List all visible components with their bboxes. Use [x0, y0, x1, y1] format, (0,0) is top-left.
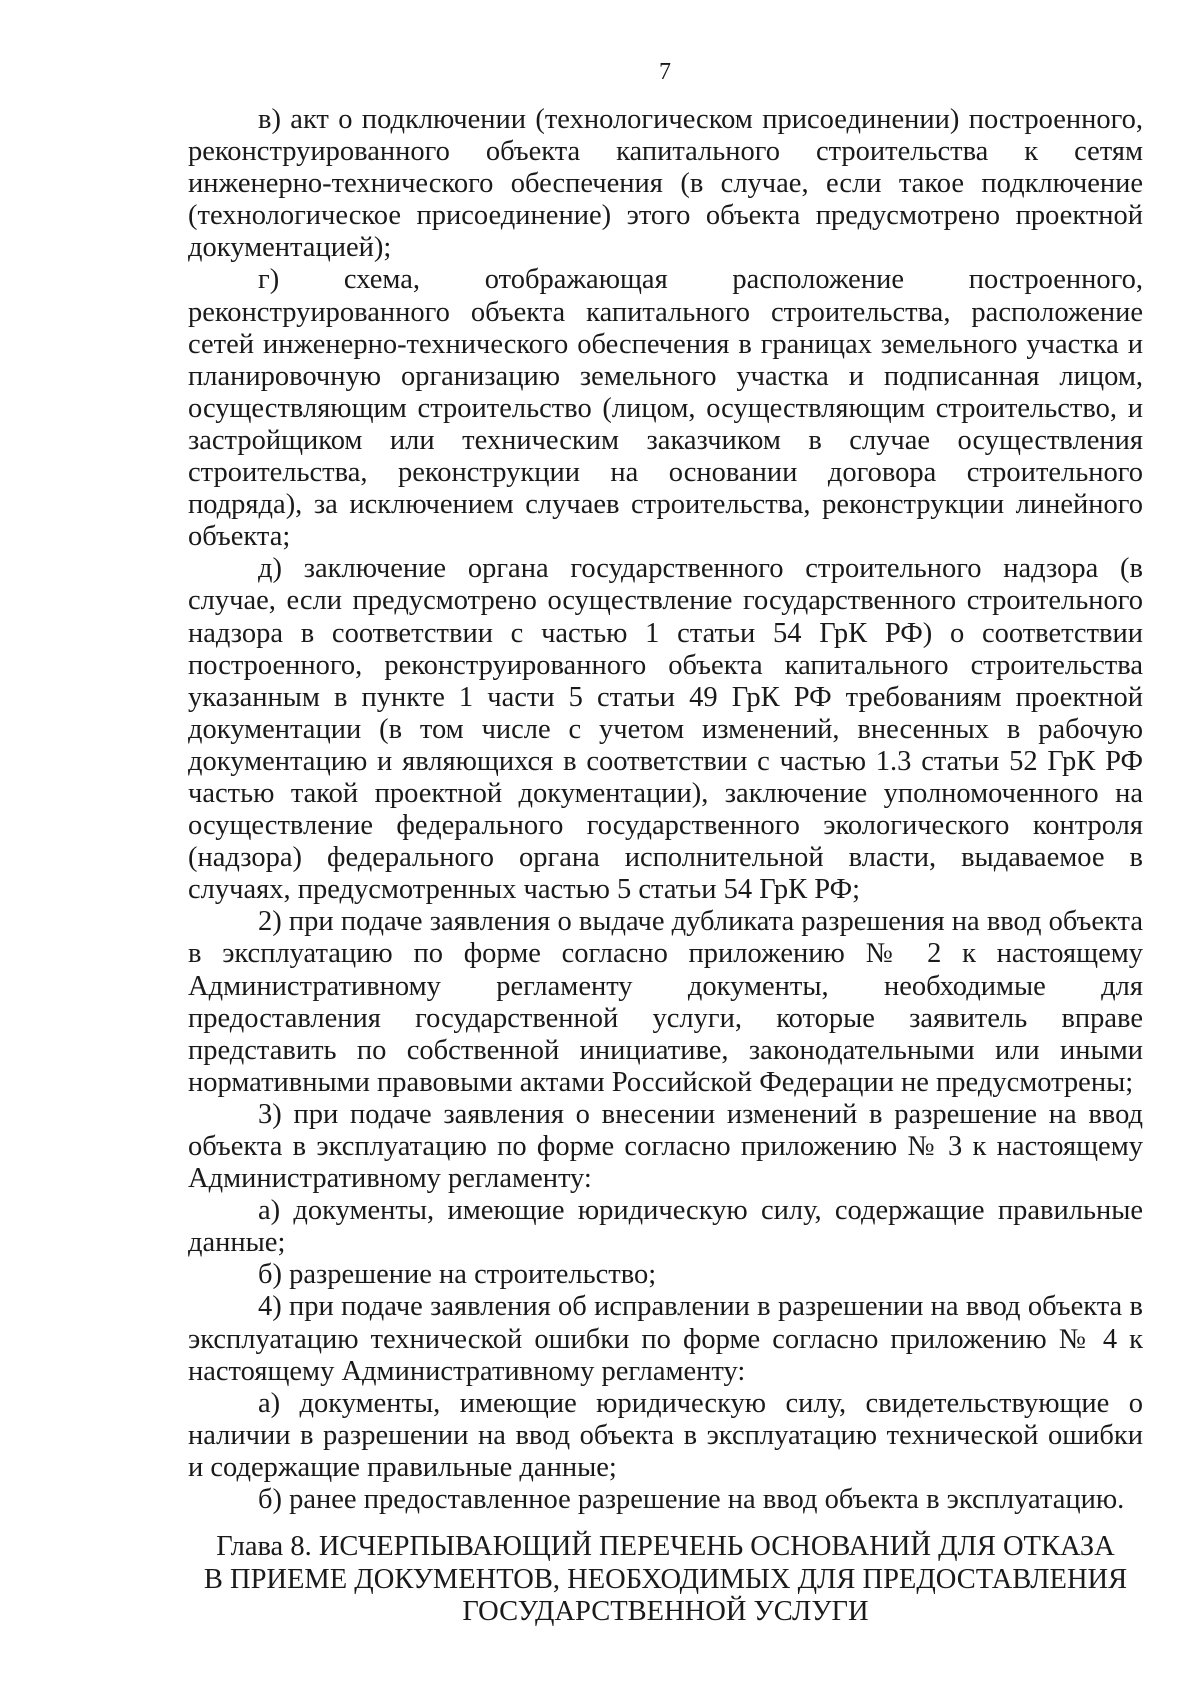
chapter-heading-line-2: В ПРИЕМЕ ДОКУМЕНТОВ, НЕОБХОДИМЫХ ДЛЯ ПРЕДОСТАВЛЕНИЯ	[203, 1563, 1128, 1595]
chapter-heading-line-1: Глава 8. ИСЧЕРПЫВАЮЩИЙ ПЕРЕЧЕНЬ ОСНОВАНИЙ ДЛЯ ОТКАЗА	[216, 1531, 1115, 1562]
paragraph-item-g: г) схема, отображающая расположение построенного, реконструированного объекта капитального строительства, расположение сетей инженерно-технического обеспечения в границах земельного участка и планировочную организацию земельного участка и подписанная лицом, осуществляющим строительство (лицом, осуществляющим строительство, и застройщиком или техническим заказчиком в случае осуществления строительства, реконструкции на основании договора строительного подряда), за исключением случаев строительства, реконструкции линейного объекта;	[188, 264, 1143, 553]
paragraph-item-4a: а) документы, имеющие юридическую силу, свидетельствующие о наличии в разрешении на ввод объекта в эксплуатацию технической ошибки и содержащие правильные данные;	[188, 1387, 1143, 1483]
paragraph-item-v: в) акт о подключении (технологическом присоединении) построенного, реконструированного объекта капитального строительства к сетям инженерно-технического обеспечения (в случае, если такое подключение (технологическое присоединение) этого объекта предусмотрено проектной документацией);	[188, 104, 1143, 264]
paragraph-item-3: 3) при подаче заявления о внесении изменений в разрешение на ввод объекта в эксплуатацию по форме согласно приложению № 3 к настоящему Административному регламенту:	[188, 1098, 1143, 1195]
page-number: 7	[659, 59, 671, 85]
paragraph-item-3a: а) документы, имеющие юридическую силу, содержащие правильные данные;	[188, 1195, 1143, 1259]
paragraph-item-d: д) заключение органа государственного строительного надзора (в случае, если предусмотрено осуществление государственного строительного надзора в соответствии с частью 1 статьи 54 ГрК РФ) о соответствии построенного, реконструированного объекта капитального строительства указанным в пункте 1 части 5 статьи 49 ГрК РФ требованиям проектной документации (в том числе с учетом изменений, внесенных в рабочую документацию и являющихся в соответствии с частью 1.3 статьи 52 ГрК РФ частью такой проектной документации), заключение уполномоченного на осуществление федерального государственного экологического контроля (надзора) федерального органа исполнительной власти, выдаваемое в случаях, предусмотренных частью 5 статьи 54 ГрК РФ;	[188, 553, 1143, 906]
paragraph-item-3b: б) разрешение на строительство;	[258, 1259, 657, 1291]
paragraph-item-4: 4) при подаче заявления об исправлении в разрешении на ввод объекта в эксплуатацию технической ошибки по форме согласно приложению № 4 к настоящему Административному регламенту:	[188, 1291, 1143, 1387]
paragraph-item-2: 2) при подаче заявления о выдаче дубликата разрешения на ввод объекта в эксплуатацию по форме согласно приложению № 2 к настоящему Административному регламенту документы, необходимые для предоставления государственной услуги, которые заявитель вправе представить по собственной инициативе, законодательными или иными нормативными правовыми актами Российской Федерации не предусмотрены;	[188, 906, 1143, 1098]
document-body	[188, 104, 1143, 1516]
paragraph-item-4b: б) ранее предоставленное разрешение на ввод объекта в эксплуатацию.	[258, 1484, 1125, 1516]
chapter-heading-line-3: ГОСУДАРСТВЕННОЙ УСЛУГИ	[462, 1596, 869, 1627]
chapter-heading	[188, 1531, 1143, 1629]
